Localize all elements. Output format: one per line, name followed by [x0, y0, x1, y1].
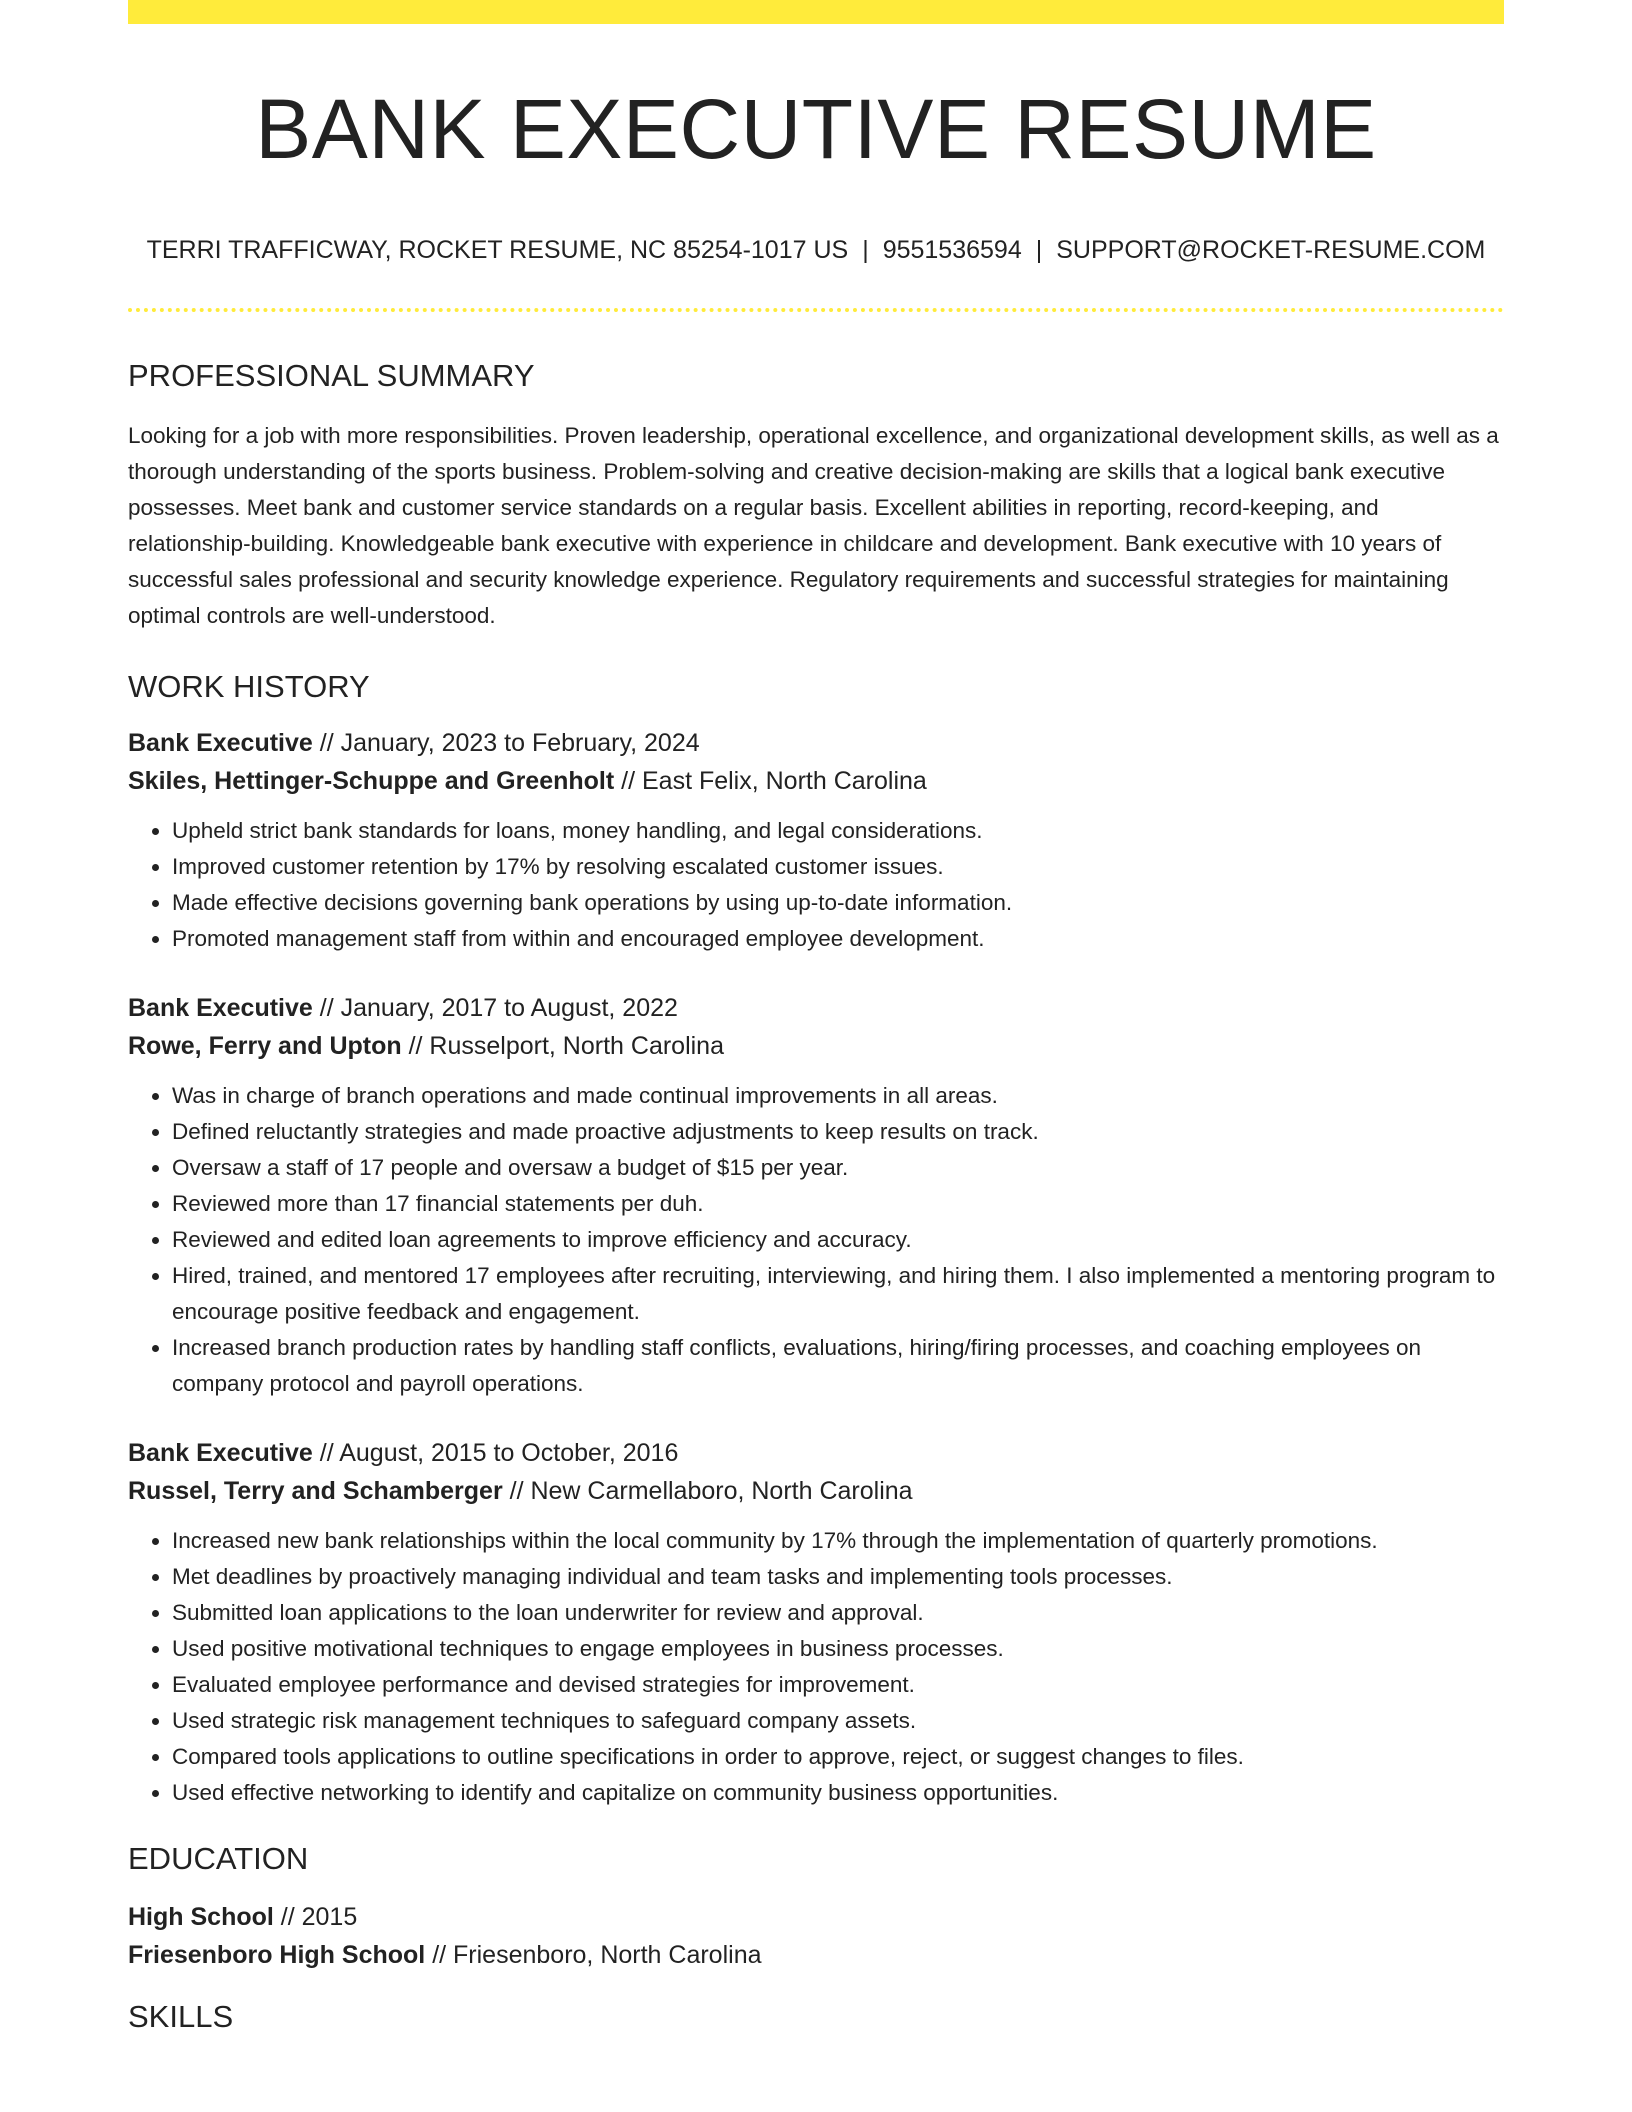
job-bullet: • Used strategic risk management techniques to safeguard company assets. — [172, 1703, 1504, 1739]
summary-text: Looking for a job with more responsibilities. Proven leadership, operational excellence, and organizational development skills, as well as a thorough understanding of the sports business. Problem-solving and creative decision-making are skills that a logical bank executive possesses. Meet bank and customer service standards on a regular basis. Excellent abilities in reporting, record-keeping, and relationship-building. Knowledgeable bank executive with experience in childcare and development. Bank executive with 10 years of successful sales professional and security knowledge experience. Regulatory requirements and successful strategies for maintaining optimal controls are well-understood. — [128, 423, 1499, 628]
education-heading: EDUCATION — [128, 1841, 309, 1876]
job-bullet: • Hired, trained, and mentored 17 employees after recruiting, interviewing, and hiring them. I also implemented a mentoring program to encourage positive feedback and engagement. — [172, 1258, 1504, 1330]
job-title: Bank Executive — [128, 994, 313, 1022]
education-location: // Friesenboro, North Carolina — [425, 1941, 762, 1969]
job-bullet: • Made effective decisions governing bank operations by using up-to-date information. — [172, 885, 1504, 921]
job-bullet: • Upheld strict bank standards for loans, money handling, and legal considerations. — [172, 813, 1504, 849]
job-entry — [128, 1437, 1504, 1811]
resume-page — [128, 0, 1504, 2035]
job-company-line — [128, 765, 1504, 797]
contact-phone: 9551536594 — [882, 236, 1022, 264]
education-degree: High School — [128, 1903, 274, 1931]
job-title-line — [128, 727, 1504, 759]
job-bullet: • Promoted management staff from within and encouraged employee development. — [172, 921, 1504, 957]
job-location: // New Carmellaboro, North Carolina — [502, 1477, 913, 1505]
job-bullet: • Increased branch production rates by handling staff conflicts, evaluations, hiring/firing processes, and coaching employees on company protocol and payroll operations. — [172, 1330, 1504, 1402]
contact-line — [128, 235, 1504, 265]
job-dates: // January, 2017 to August, 2022 — [312, 994, 678, 1022]
job-title: Bank Executive — [128, 1439, 313, 1467]
contact-email: SUPPORT@ROCKET-RESUME.COM — [1056, 236, 1486, 264]
job-dates: // January, 2023 to February, 2024 — [312, 729, 700, 757]
job-entry — [128, 992, 1504, 1402]
job-company-line — [128, 1475, 1504, 1507]
job-bullet: • Submitted loan applications to the loan underwriter for review and approval. — [172, 1595, 1504, 1631]
resume-title: BANK EXECUTIVE RESUME — [255, 82, 1377, 176]
job-title: Bank Executive — [128, 729, 313, 757]
job-bullet: • Improved customer retention by 17% by resolving escalated customer issues. — [172, 849, 1504, 885]
job-bullet: • Defined reluctantly strategies and made proactive adjustments to keep results on track. — [172, 1114, 1504, 1150]
job-bullet: • Evaluated employee performance and devised strategies for improvement. — [172, 1667, 1504, 1703]
job-company: Russel, Terry and Schamberger — [128, 1477, 503, 1505]
job-bullet: • Oversaw a staff of 17 people and oversaw a budget of $15 per year. — [172, 1150, 1504, 1186]
accent-top-bar — [128, 0, 1504, 24]
dotted-divider — [128, 308, 1504, 312]
job-bullet: • Reviewed more than 17 financial statements per duh. — [172, 1186, 1504, 1222]
job-title-line — [128, 1437, 1504, 1469]
work-history-heading: WORK HISTORY — [128, 669, 370, 704]
job-company: Skiles, Hettinger-Schuppe and Greenholt — [128, 767, 615, 795]
education-school: Friesenboro High School — [128, 1941, 426, 1969]
job-dates: // August, 2015 to October, 2016 — [312, 1439, 679, 1467]
education-degree-line — [128, 1901, 1504, 1933]
contact-separator: | — [1035, 236, 1043, 264]
job-bullet: • Was in charge of branch operations and made continual improvements in all areas. — [172, 1078, 1504, 1114]
summary-heading: PROFESSIONAL SUMMARY — [128, 358, 535, 393]
job-bullet: • Compared tools applications to outline specifications in order to approve, reject, or suggest changes to files. — [172, 1739, 1504, 1775]
skills-heading: SKILLS — [128, 1999, 234, 2034]
job-bullet: • Increased new bank relationships within the local community by 17% through the implementation of quarterly promotions. — [172, 1523, 1504, 1559]
contact-separator: | — [862, 236, 869, 264]
job-bullets — [128, 813, 1504, 957]
job-bullet: • Used positive motivational techniques to engage employees in business processes. — [172, 1631, 1504, 1667]
contact-address: TERRI TRAFFICWAY, ROCKET RESUME, NC 85254-1017 US — [146, 236, 849, 264]
job-title-line — [128, 992, 1504, 1024]
job-location: // Russelport, North Carolina — [401, 1032, 724, 1060]
job-bullet: • Reviewed and edited loan agreements to improve efficiency and accuracy. — [172, 1222, 1504, 1258]
job-bullet: • Used effective networking to identify and capitalize on community business opportunities. — [172, 1775, 1504, 1811]
education-year: // 2015 — [273, 1903, 358, 1931]
job-bullet: • Met deadlines by proactively managing individual and team tasks and implementing tools processes. — [172, 1559, 1504, 1595]
job-location: // East Felix, North Carolina — [614, 767, 927, 795]
job-bullets — [128, 1523, 1504, 1811]
education-entry — [128, 1901, 1504, 1971]
education-school-line — [128, 1939, 1504, 1971]
job-company-line — [128, 1030, 1504, 1062]
job-bullets — [128, 1078, 1504, 1402]
job-company: Rowe, Ferry and Upton — [128, 1032, 402, 1060]
job-entry — [128, 727, 1504, 957]
